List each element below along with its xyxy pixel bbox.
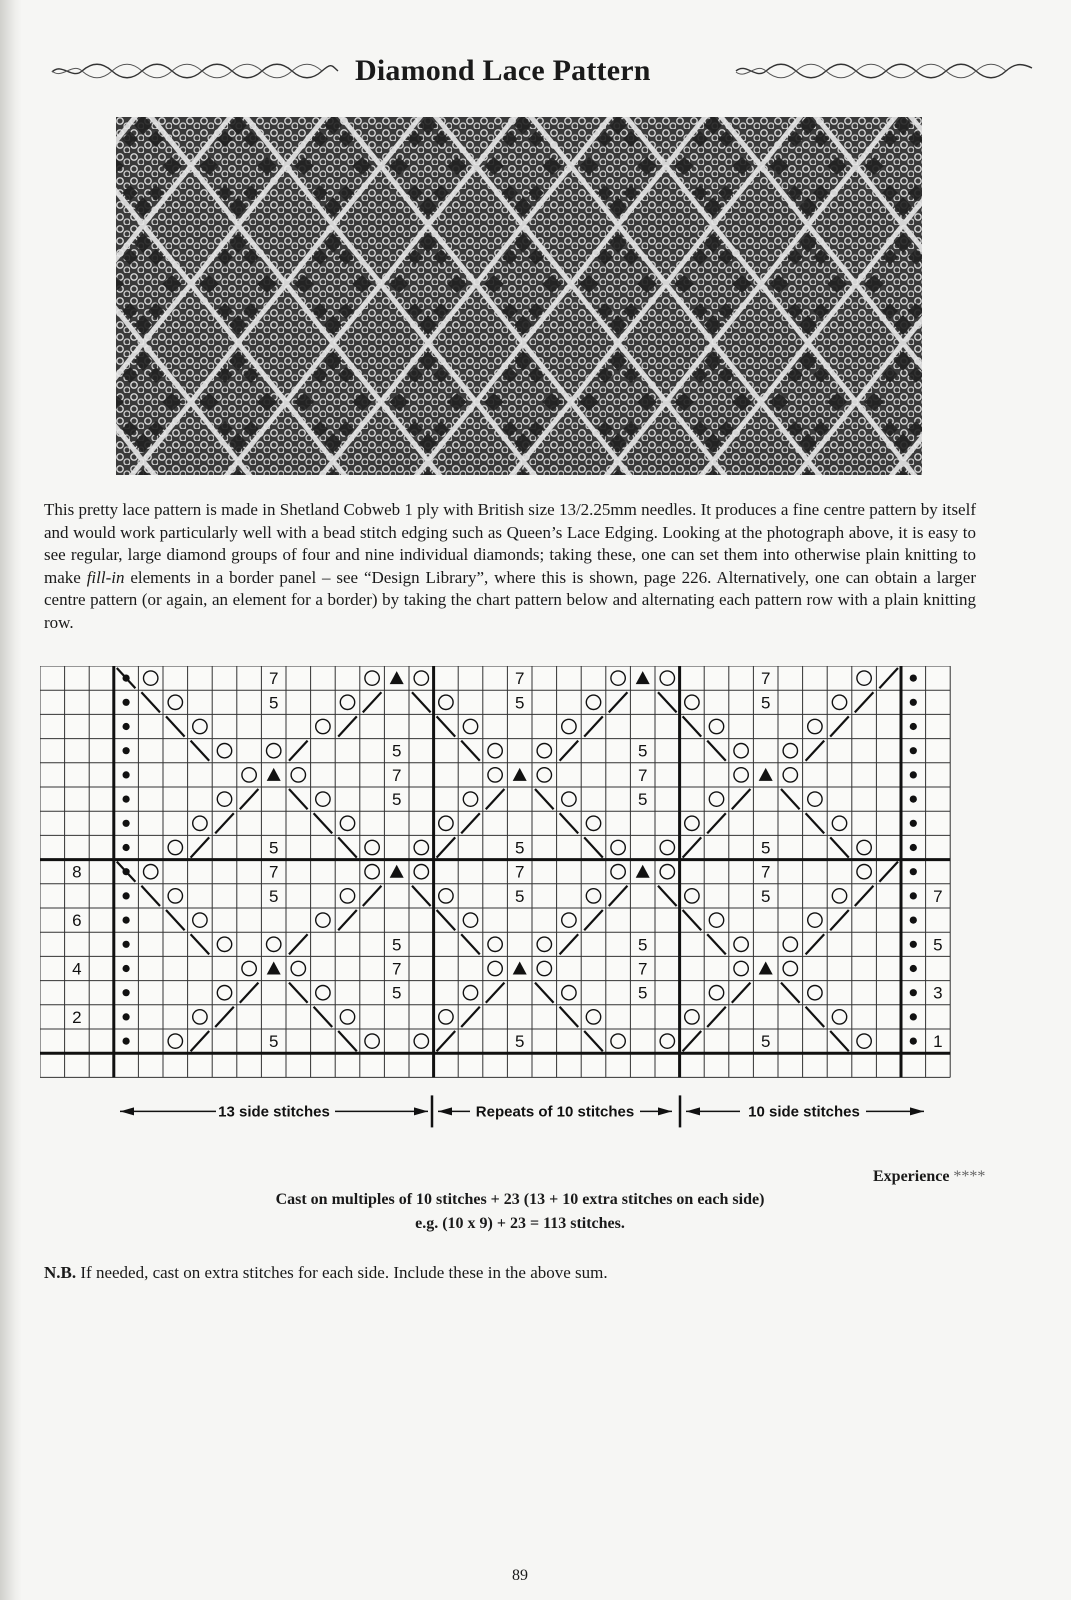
stitch-count-number: 5 bbox=[391, 741, 402, 761]
edge-bead-dot bbox=[123, 771, 130, 778]
note-label: N.B. bbox=[44, 1263, 77, 1282]
stitch-count-number: 5 bbox=[268, 886, 279, 906]
edge-bead-dot bbox=[123, 965, 130, 972]
cast-on-example: e.g. (10 x 9) + 23 = 113 stitches. bbox=[415, 1215, 625, 1232]
stitch-count-number: 5 bbox=[514, 838, 525, 858]
row-number-right: 3 bbox=[933, 983, 943, 1003]
side-right-label: 10 side stitches bbox=[748, 1103, 860, 1121]
stitch-count-number: 5 bbox=[637, 790, 648, 810]
stitch-count-number: 7 bbox=[760, 669, 771, 689]
edge-bead-dot bbox=[910, 941, 917, 948]
edge-bead-dot bbox=[123, 747, 130, 754]
edge-bead-dot bbox=[123, 1013, 130, 1020]
edge-bead-dot bbox=[910, 868, 917, 875]
right-scroll-ornament bbox=[734, 60, 1034, 82]
page-title: Diamond Lace Pattern bbox=[355, 54, 651, 87]
stitch-count-number: 5 bbox=[760, 693, 771, 713]
edge-bead-dot bbox=[123, 820, 130, 827]
stitch-count-number: 7 bbox=[514, 669, 525, 689]
edge-bead-dot bbox=[123, 699, 130, 706]
edge-bead-dot bbox=[123, 796, 130, 803]
stitch-count-number: 5 bbox=[760, 838, 771, 858]
stitch-count-number: 5 bbox=[637, 983, 648, 1003]
edge-bead-dot bbox=[910, 796, 917, 803]
stitch-count-number: 5 bbox=[637, 741, 648, 761]
edge-bead-dot bbox=[910, 699, 917, 706]
edge-bead-dot bbox=[123, 917, 130, 924]
edge-bead-dot bbox=[123, 675, 130, 682]
edge-bead-dot bbox=[910, 723, 917, 730]
edge-bead-dot bbox=[910, 892, 917, 899]
intro-paragraph: This pretty lace pattern is made in Shetland Cobweb 1 ply with British size 13/2.25mm needles. It produces a fine centre pattern by itself and would work particularly well with a bead stitch edging such as Queen’s Lace Edging. Looking at the photograph above, it is easy to see regular, large diamond groups of four and nine individual diamonds; taking these, one can set them into otherwise plain knitting to make fill-in elements in a border panel – see “Design Library”, where this is shown, page 226. Alternatively, one can obtain a larger centre pattern (or again, an element for a border) by taking the chart pattern below and alternating each pattern row with a plain knitting row. bbox=[44, 500, 976, 632]
edge-bead-dot bbox=[910, 1013, 917, 1020]
stitch-count-number: 5 bbox=[637, 935, 648, 955]
edge-bead-dot bbox=[910, 675, 917, 682]
stitch-count-number: 7 bbox=[514, 862, 525, 882]
stitch-count-number: 7 bbox=[391, 959, 402, 979]
edge-bead-dot bbox=[123, 892, 130, 899]
repeats-arrowhead bbox=[658, 1107, 672, 1115]
stitch-count-number: 5 bbox=[514, 886, 525, 906]
edge-bead-dot bbox=[123, 1038, 130, 1045]
experience-stars: **** bbox=[953, 1168, 986, 1185]
stitch-count-number: 7 bbox=[637, 959, 648, 979]
edge-bead-dot bbox=[910, 771, 917, 778]
row-number-right: 5 bbox=[933, 935, 943, 955]
page-number: 89 bbox=[512, 1567, 528, 1584]
cast-on-instruction: Cast on multiples of 10 stitches + 23 (13 + 10 extra stitches on each side) bbox=[275, 1191, 765, 1208]
stitch-count-number: 5 bbox=[760, 1032, 771, 1052]
note-text: If needed, cast on extra stitches for each side. Include these in the above sum. bbox=[76, 1263, 608, 1282]
row-number-right: 7 bbox=[933, 886, 943, 906]
title-row bbox=[40, 52, 1040, 96]
stitch-count-number: 5 bbox=[514, 693, 525, 713]
row-number-right: 1 bbox=[933, 1032, 943, 1052]
edge-bead-dot bbox=[123, 723, 130, 730]
row-number-left: 6 bbox=[72, 911, 82, 931]
stitch-count-number: 5 bbox=[391, 790, 402, 810]
note bbox=[44, 1263, 608, 1283]
edge-bead-dot bbox=[910, 747, 917, 754]
side-left-arrowhead bbox=[414, 1107, 428, 1115]
stitch-count-number: 7 bbox=[760, 862, 771, 882]
side-right-arrowhead bbox=[910, 1107, 924, 1115]
stitch-count-number: 7 bbox=[268, 669, 279, 689]
stitch-count-number: 7 bbox=[268, 862, 279, 882]
stitch-count-number: 5 bbox=[514, 1032, 525, 1052]
stitch-count-number: 5 bbox=[268, 693, 279, 713]
row-number-left: 8 bbox=[72, 862, 82, 882]
edge-bead-dot bbox=[123, 844, 130, 851]
knitting-chart bbox=[40, 666, 984, 1191]
experience-rating: Experience **** bbox=[873, 1168, 986, 1185]
lace-photograph bbox=[116, 117, 922, 475]
stitch-count-number: 5 bbox=[760, 886, 771, 906]
edge-bead-dot bbox=[910, 820, 917, 827]
edge-bead-dot bbox=[910, 844, 917, 851]
edge-bead-dot bbox=[123, 989, 130, 996]
stitch-count-number: 7 bbox=[637, 765, 648, 785]
edge-bead-dot bbox=[910, 989, 917, 996]
row-number-left: 4 bbox=[72, 959, 82, 979]
row-number-left: 2 bbox=[72, 1007, 82, 1027]
side-left-label: 13 side stitches bbox=[218, 1103, 330, 1121]
stitch-count-number: 7 bbox=[391, 765, 402, 785]
chart-grid bbox=[40, 666, 984, 1186]
edge-bead-dot bbox=[910, 1038, 917, 1045]
edge-bead-dot bbox=[123, 941, 130, 948]
edge-bead-dot bbox=[910, 917, 917, 924]
page-gutter-shadow bbox=[0, 0, 22, 1600]
side-left-arrowhead bbox=[120, 1107, 134, 1115]
edge-bead-dot bbox=[910, 965, 917, 972]
left-scroll-ornament bbox=[50, 60, 340, 82]
repeats-label: Repeats of 10 stitches bbox=[475, 1103, 635, 1121]
stitch-count-number: 5 bbox=[391, 983, 402, 1003]
stitch-count-number: 5 bbox=[268, 1032, 279, 1052]
edge-bead-dot bbox=[123, 868, 130, 875]
stitch-count-number: 5 bbox=[391, 935, 402, 955]
stitch-count-number: 5 bbox=[268, 838, 279, 858]
lace-photo-texture bbox=[116, 117, 922, 475]
